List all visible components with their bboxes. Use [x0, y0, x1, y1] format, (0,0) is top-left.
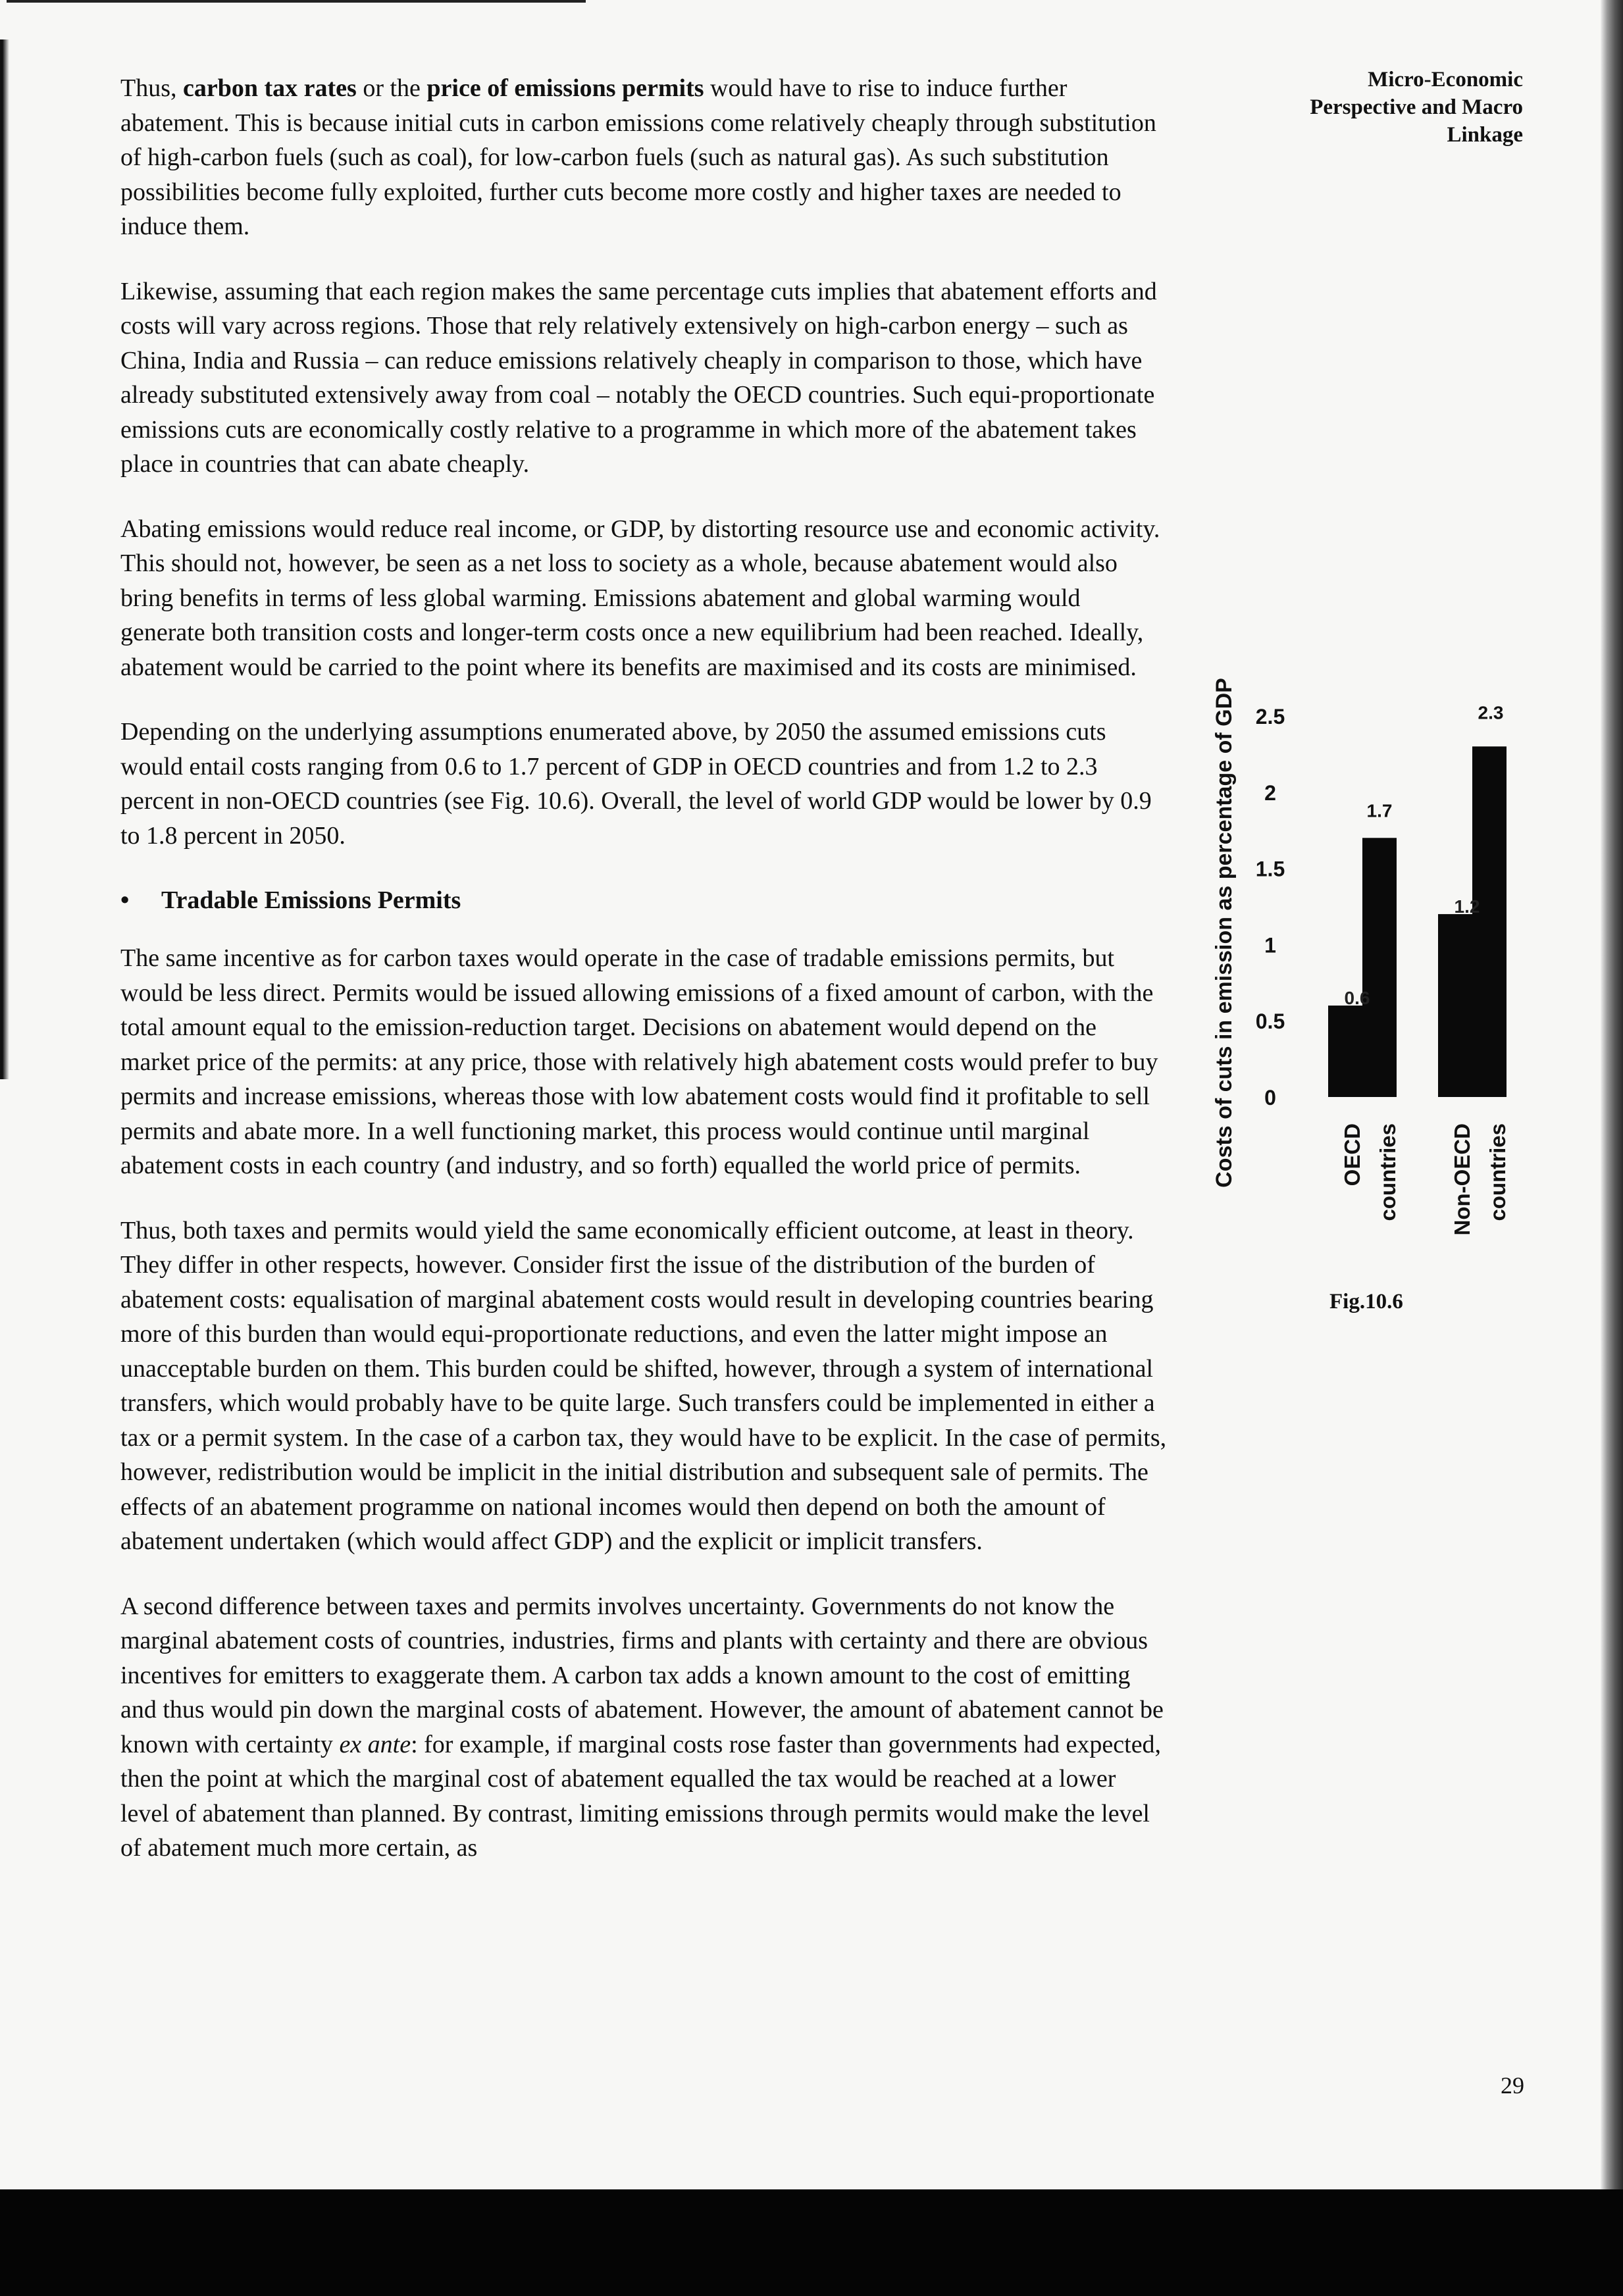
x-category-label: OECD [1340, 1123, 1364, 1186]
bar-chart-svg [1204, 651, 1547, 1244]
data-label: 2.3 [1478, 702, 1504, 723]
bold-term-carbon-tax-rates: carbon tax rates [183, 74, 357, 102]
y-tick-label: 2 [1264, 780, 1276, 805]
scan-right-edge [1601, 0, 1623, 2191]
text-run: A second difference between taxes and permits involves uncertainty. Governments do not know the marginal abatement costs of countries, industries, firms and plants with certainty and there are obvious incentives for emitters to exaggerate them. A carbon tax adds a known amount to the cost of emitting and thus would pin down the marginal costs of abatement. However, the amount of abatement cannot be known with certainty [120, 1592, 1164, 1758]
y-tick-label: 1 [1264, 933, 1276, 957]
sidebar-title-line: Perspective and Macro [1310, 95, 1523, 119]
bar-low [1438, 914, 1472, 1097]
text-run: or the [356, 74, 427, 102]
paragraph-gdp-effects: Abating emissions would reduce real income, or GDP, by distorting resource use and economic activity. This should not, however, be seen as a net loss to society as a whole, because abatement would also bring benefits in terms of less global warming. Emissions abatement and global warming would generate both transition costs and longer-term costs once a new equilibrium had been reached. Ideally, abatement would be carried to the point where its benefits are maximised and its costs are minimised. [120, 515, 1160, 681]
y-tick-label: 1.5 [1255, 857, 1285, 881]
scan-bottom-band [0, 2189, 1623, 2296]
x-category-label: Non-OECD [1450, 1123, 1474, 1236]
top-rule [7, 0, 586, 3]
data-label: 1.2 [1454, 896, 1480, 917]
y-tick-label: 2.5 [1255, 705, 1285, 728]
section-heading-tradable-permits [120, 883, 1167, 917]
bold-term-permit-price: price of emissions permits [426, 74, 704, 102]
text-run: would have to rise to induce further abatement. This is because initial cuts in carbon emissions come relatively cheaply through substitution of high-carbon fuels (such as coal), for low-carbon fuels (such as natural gas). As such substitution possibilities become fully exploited, further cuts become more costly and higher taxes are needed to induce them. [120, 74, 1156, 240]
section-sidebar-title [1247, 66, 1523, 149]
x-category-label: countries [1376, 1123, 1400, 1221]
data-label: 1.7 [1366, 800, 1393, 821]
sidebar-title-line: Micro-Economic [1368, 68, 1523, 91]
figure-caption: Fig.10.6 [1329, 1290, 1403, 1314]
figure-10-6-chart [1204, 651, 1547, 1244]
y-tick-label: 0 [1264, 1086, 1276, 1110]
bar-low [1328, 1006, 1362, 1097]
paragraph-cost-ranges: Depending on the underlying assumptions enumerated above, by 2050 the assumed emissions cuts would entail costs ranging from 0.6 to 1.7 percent of GDP in OECD countries and from 1.2 to 2.3 percent in non-OECD countries (see Fig. 10.6). Overall, the level of world GDP would be lower by 0.9 to 1.8 percent in 2050. [120, 718, 1152, 850]
bullet-icon: • [120, 886, 130, 914]
data-label: 0.6 [1344, 988, 1370, 1009]
paragraph-regional-cuts: Likewise, assuming that each region makes the same percentage cuts implies that abatement efforts and costs will vary across regions. Those that rely relatively extensively on high-carbon energy – such as China, India and Russia – can reduce emissions relatively cheaply in comparison to those, which have already substituted extensively away from coal – notably the OECD countries. Such equi-proportionate emissions cuts are economically costly relative to a programme in which more of the abatement takes place in countries that can abate cheaply. [120, 277, 1157, 478]
paragraph-uncertainty [120, 1589, 1167, 1866]
scan-left-edge [0, 39, 9, 1079]
paragraph-carbon-tax-rates [120, 71, 1167, 244]
x-category-label: countries [1485, 1123, 1510, 1221]
sidebar-title-line: Linkage [1447, 123, 1523, 147]
bar-high [1472, 746, 1507, 1097]
bar-high [1362, 838, 1397, 1097]
chart-y-axis-label: Costs of cuts in emission as percentage of GDP [1212, 678, 1237, 1188]
italic-term-ex-ante: ex ante [339, 1730, 411, 1758]
y-tick-label: 0.5 [1255, 1009, 1285, 1034]
main-text-column [120, 71, 1167, 1896]
text-run: Thus, [120, 74, 183, 102]
paragraph-tradable-permits: The same incentive as for carbon taxes would operate in the case of tradable emissions permits, but would be less direct. Permits would be issued allowing emissions of a fixed amount of carbon, with the total amount equal to the emission-reduction target. Decisions on abatement would depend on the market price of the permits: at any price, those with relatively high abatement costs would prefer to buy permits and increase emissions, whereas those with low abatement costs would find it profitable to sell permits and abate more. In a well functioning market, this process would continue until marginal abatement costs in each country (and industry, and so forth) equalled the world price of permits. [120, 944, 1158, 1179]
page-number: 29 [1501, 2072, 1524, 2099]
heading-text: Tradable Emissions Permits [161, 886, 461, 914]
paragraph-taxes-vs-permits: Thus, both taxes and permits would yield the same economically efficient outcome, at least in theory. They differ in other respects, however. Consider first the issue of the distribution of the burden of abatement costs: equalisation of marginal abatement costs would result in developing countries bearing more of this burden than would equi-proportionate reductions, and even the latter might impose an unacceptable burden on them. This burden could be shifted, however, through a system of international transfers, which would probably have to be quite large. Such transfers could be implemented in either a tax or a permit system. In the case of a carbon tax, they would have to be explicit. In the case of permits, however, redistribution would be implicit in the initial distribution and subsequent sale of permits. The effects of an abatement programme on national incomes would then depend on both the amount of abatement undertaken (which would affect GDP) and the explicit or implicit transfers. [120, 1216, 1167, 1555]
text-run: : for example, if marginal costs rose faster than governments had expected, then the point at which the marginal cost of abatement equalled the tax would be reached at a lower level of abatement than planned. By contrast, limiting emissions through permits would make the level of abatement much more certain, as [120, 1730, 1162, 1862]
